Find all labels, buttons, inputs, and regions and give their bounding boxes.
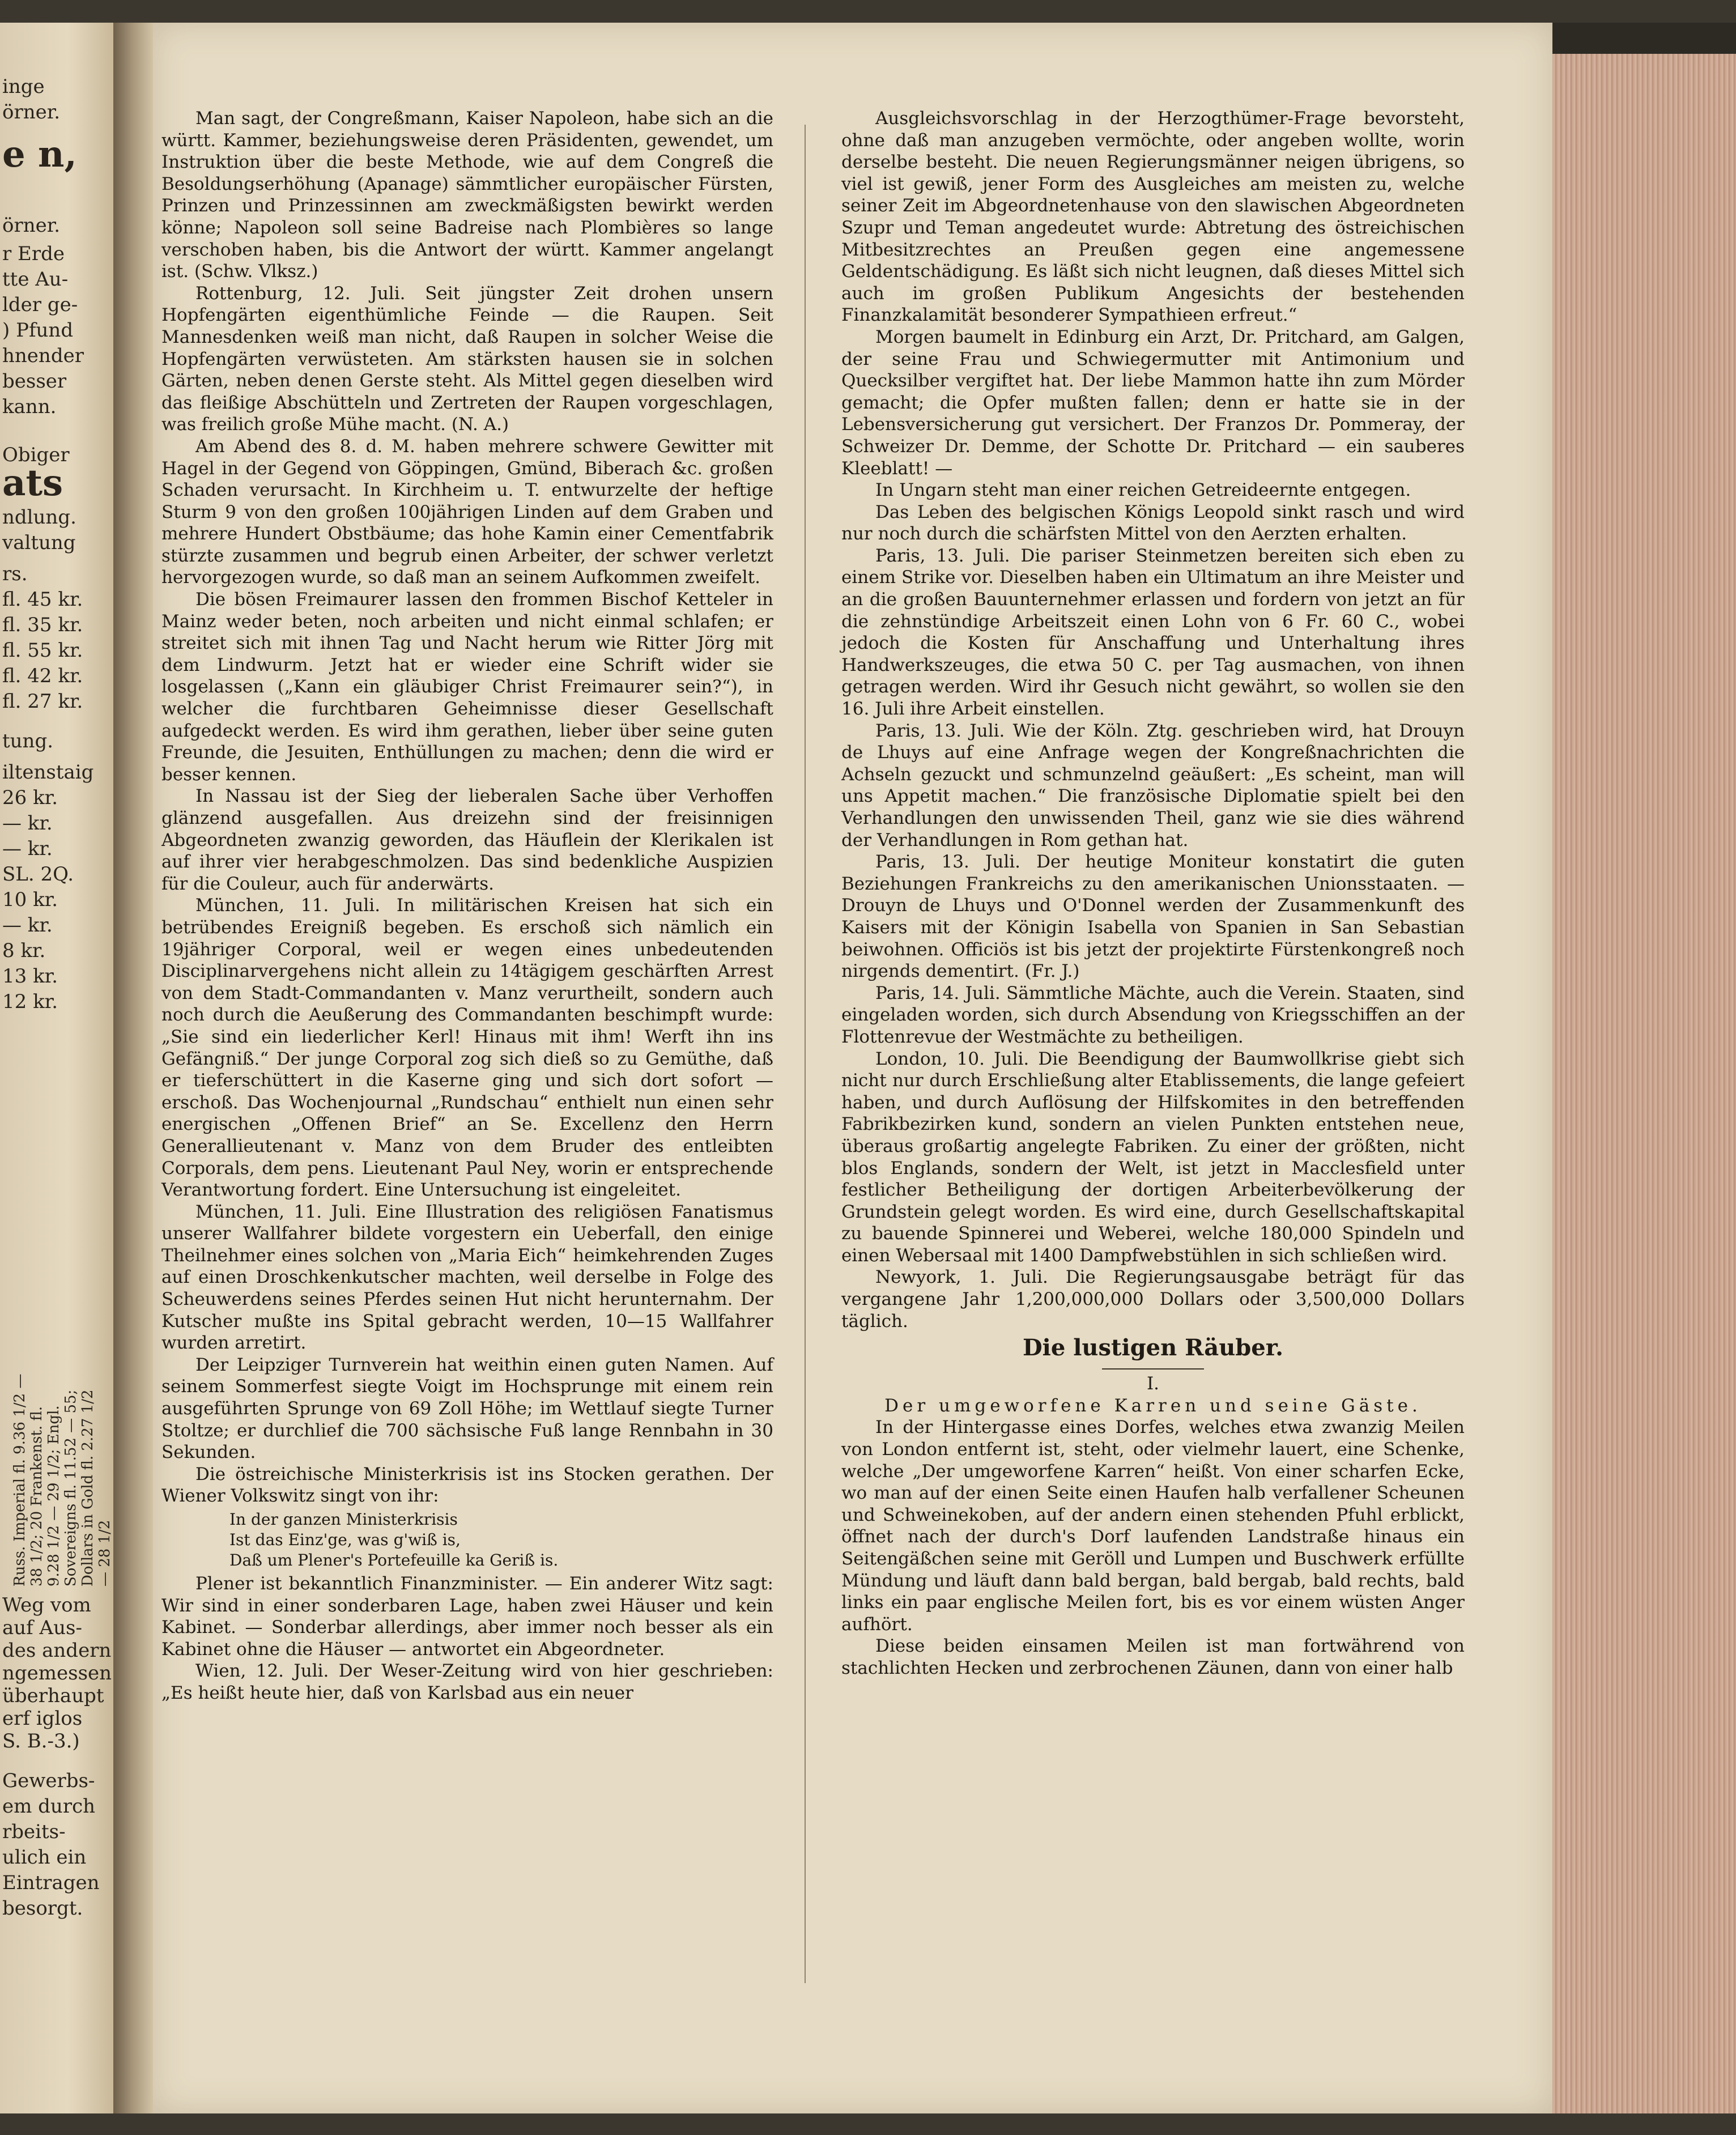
left-fragment: örner.: [2, 214, 61, 237]
left-fragment: erf iglos: [2, 1707, 83, 1730]
left-fragment: besorgt.: [2, 1897, 83, 1920]
left-fragment: valtung: [2, 531, 76, 554]
left-fragment: ngemessen: [2, 1662, 112, 1685]
article-paragraph: Rottenburg, 12. Juli. Seit jüngster Zeit drohen unsern Hopfengärten eigenthümliche Feinde — die Raupen. Seit Mannesdenken weiß man nicht, daß Raupen in solcher Weise die Hopfengärten verwüsteten. Am stärksten hausen sie in solchen Gärten, neben denen Gerste steht. Als Mittel gegen dieselben wird das fleißige Abschütteln und Zertreten der Raupen vorgeschlagen, was freilich große Mühe macht. (N. A.): [161, 283, 773, 435]
left-fragment: überhaupt: [2, 1685, 104, 1707]
left-fragment: 26 kr.: [2, 786, 58, 809]
left-fragment: Gewerbs-: [2, 1770, 95, 1792]
left-fragment: fl. 42 kr.: [2, 665, 83, 687]
book-gutter: [113, 23, 153, 2113]
left-rotated-exchange-rates: Russ. Imperial fl. 9.36 1/2 — 38 1/2; 20 Frankenst. fl. 9.28 1/2 — 29 1/2; Engl. Sovereigns fl. 11.52 — 55; Dollars in Gold fl. 2.27 1/2 — 28 1/2: [11, 1373, 113, 1587]
left-fragment: kann.: [2, 395, 57, 418]
article-paragraph: Paris, 13. Juli. Die pariser Steinmetzen bereiten sich eben zu einem Strike vor. Dieselben haben ein Ultimatum an ihre Meister und an die großen Bauunternehmer erlassen und fordern von jetzt an für die zehnstündige Arbeitszeit einen Lohn von 6 Fr. 60 C., wobei jedoch die Kosten für Anschaffung und Unterhaltung ihres Handwerkszeuges, die etwa 50 C. per Tag ausmachen, von ihnen getragen werden. Wird ihr Gesuch nicht gewährt, so wollen sie den 16. Juli ihre Arbeit einstellen.: [841, 545, 1465, 720]
left-fragment: — kr.: [2, 837, 53, 860]
verse-line: In der ganzen Ministerkrisis: [229, 1510, 458, 1529]
left-fragment: ats: [2, 462, 63, 504]
left-fragment: lder ge-: [2, 294, 78, 316]
article-paragraph: In Nassau ist der Sieg der lieberalen Sache über Verhoffen glänzend ausgefallen. Aus dreizehn sind der freisinnigen Abgeordneten zwanzig geworden, das Häuflein der Klerikalen ist auf ihrer vier herabgeschmolzen. Das sind bedenkliche Auspizien für die Couleur, auch für anderwärts.: [161, 786, 773, 894]
left-fragment: ) Pfund: [2, 319, 74, 342]
article-paragraph: Newyork, 1. Juli. Die Regierungsausgabe beträgt für das vergangene Jahr 1,200,000,000 Dollars oder 3,500,000 Dollars täglich.: [841, 1267, 1465, 1332]
page-block-edges: [1552, 54, 1736, 2113]
right-column: [841, 108, 1465, 1679]
article-paragraph: Paris, 13. Juli. Wie der Köln. Ztg. geschrieben wird, hat Drouyn de Lhuys auf eine Anfrage wegen der Kongreßnachrichten die Achseln gezuckt und schmunzelnd geäußert: „Es scheint, man will uns Appetit machen.“ Die französische Diplomatie spielt bei den Verhandlungen den unwissenden Theil, ganz wie sie dies während der Verhandlungen in Rom gethan hat.: [841, 720, 1465, 850]
left-fragment: fl. 35 kr.: [2, 614, 83, 636]
left-fragment: rbeits-: [2, 1821, 66, 1843]
left-fragment: fl. 45 kr.: [2, 588, 83, 611]
story-chapter-number: I.: [1146, 1373, 1160, 1394]
article-paragraph: Ausgleichsvorschlag in der Herzogthümer-Frage bevorsteht, ohne daß man anzugeben vermöchte, oder angeben wollte, worin derselbe besteht. Die neuen Regierungsmänner neigen übrigens, so viel ist gewiß, jener Form des Ausgleiches am meisten zu, welche seiner Zeit im Abgeordnetenhause von den slawischen Abgeordneten Szupr und Teman angedeutet wurde: Abtretung des östreichischen Mitbesitzrechtes an Preußen gegen eine angemessene Geldentschädigung. Es läßt sich nicht leugnen, daß dieses Mittel sich auch im großen Publikum Angesichts der bestehenden Finanzkalamität besonderer Sympathieen erfreut.“: [841, 108, 1465, 326]
left-fragment: des andern: [2, 1639, 112, 1662]
left-fragment: — kr.: [2, 914, 53, 937]
left-fragment: SL. 2Q.: [2, 863, 74, 886]
column-divider: [805, 125, 806, 1983]
left-fragment: r Erde: [2, 243, 65, 265]
left-fragment: hnender: [2, 345, 84, 367]
article-paragraph: Die östreichische Ministerkrisis ist ins Stocken gerathen. Der Wiener Volkswitz singt von ihr:: [161, 1464, 773, 1507]
article-paragraph: Das Leben des belgischen Königs Leopold sinkt rasch und wird nur noch durch die schärfsten Mittel von den Aerzten erhalten.: [841, 501, 1465, 545]
article-paragraph: Die bösen Freimaurer lassen den frommen Bischof Ketteler in Mainz weder beten, noch arbeiten und nicht einmal schlafen; er streitet sich mit ihnen Tag und Nacht herum wie Ritter Jörg mit dem Lindwurm. Jetzt hat er wieder eine Schrift wider sie losgelassen („Kann ein gläubiger Christ Freimaurer sein?“), in welcher die furchtbaren Geheimnisse dieser Gesellschaft aufgedeckt werden. Es wird ihm gerathen, lieber über seine guten Freunde, die Jesuiten, Enthüllungen zu machen; denn die wird er besser kennen.: [161, 589, 773, 785]
left-fragment: iltenstaig: [2, 761, 94, 784]
poem-verse: [229, 1509, 773, 1571]
article-paragraph: Paris, 13. Juli. Der heutige Moniteur konstatirt die guten Beziehungen Frankreichs zu den amerikanischen Unionsstaaten. — Drouyn de Lhuys und O'Donnel werden der Zusammenkunft des Kaisers mit der Königin Isabella von Spanien in San Sebastian beiwohnen. Officiös ist bis jetzt der projektirte Fürstenkongreß noch nirgends dementirt. (Fr. J.): [841, 852, 1465, 982]
story-title: Die lustigen Räuber.: [1022, 1334, 1284, 1362]
left-fragment: fl. 27 kr.: [2, 690, 83, 713]
left-fragment: em durch: [2, 1795, 96, 1818]
article-paragraph: München, 11. Juli. In militärischen Kreisen hat sich ein betrübendes Ereigniß begeben. Es erschoß sich nämlich ein 19jähriger Corporal, weil er wegen eines unbedeutenden Disciplinarvergehens nicht allein zu 14tägigem geschärften Arrest von dem Stadt-Commandanten v. Manz verurtheilt, sondern auch noch durch die Aeußerung des Commandanten beschimpft wurde: „Sie sind ein liederlicher Kerl! Hinaus mit ihm! Werft ihn ins Gefängniß.“ Der junge Corporal zog sich dieß so zu Gemüthe, daß er tieferschüttert in die Kaserne ging und sich dort sofort — erschoß. Das Wochenjournal „Rundschau“ enthielt nun einen sehr energischen „Offenen Brief“ an Se. Excellenz den Herrn Generallieutenant v. Manz von dem Bruder des entleibten Corporals, dem pens. Lieutenant Paul Ney, worin er entsprechende Verantwortung fordert. Eine Untersuchung ist eingeleitet.: [161, 895, 773, 1201]
left-fragment: auf Aus-: [2, 1617, 82, 1639]
left-fragment: fl. 55 kr.: [2, 639, 83, 662]
left-fragment: ulich ein: [2, 1846, 87, 1869]
article-paragraph: Paris, 14. Juli. Sämmtliche Mächte, auch die Verein. Staaten, sind eingeladen worden, sich durch Absendung von Kriegsschiffen an der Flottenrevue der Westmächte zu betheiligen.: [841, 983, 1465, 1047]
book-cover-edge: [1552, 23, 1736, 54]
left-fragment: — kr.: [2, 812, 53, 835]
article-paragraph: Man sagt, der Congreßmann, Kaiser Napoleon, habe sich an die württ. Kammer, beziehungsweise deren Präsidenten, gewendet, um Instruktion über die beste Methode, wie auf dem Congreß die Besoldungserhöhung (Apanage) sämmtlicher europäischer Fürsten, Prinzen und Prinzessinnen am zweckmäßigsten bewirkt werden könne; Napoleon soll seine Badreise nach Plombières so lange verschoben haben, bis die Antwort der württ. Kammer angelangt ist. (Schw. Vlksz.): [161, 108, 773, 282]
article-paragraph: Wien, 12. Juli. Der Weser-Zeitung wird von hier geschrieben: „Es heißt heute hier, daß von Karlsbad aus ein neuer: [161, 1661, 773, 1703]
left-fragment: S. B.-3.): [2, 1730, 80, 1753]
article-paragraph: London, 10. Juli. Die Beendigung der Baumwollkrise giebt sich nicht nur durch Erschließung alter Etablissements, die lange gefeiert haben, und durch Auflösung der Hilfskomites in den betreffenden Fabrikbezirken kund, sondern an vielen Punkten entstehen neue, überaus großartig angelegte Fabriken. Zu einer der größten, nicht blos Englands, sondern der Welt, ist jetzt in Macclesfield unter festlicher Betheiligung der dortigen Arbeiterbevölkerung der Grundstein gelegt worden. Es wird eine, durch Gesellschaftskapital zu bauende Spinnerei und Weberei, welche 180,000 Spindeln und einen Webersaal mit 1400 Dampfwebstühlen in sich schließen wird.: [841, 1048, 1465, 1266]
left-fragment: Eintragen: [2, 1872, 100, 1894]
left-fragment: e n,: [2, 133, 77, 176]
left-fragment: 8 kr.: [2, 939, 46, 962]
left-fragment: örner.: [2, 101, 61, 124]
article-paragraph: Der Leipziger Turnverein hat weithin einen guten Namen. Auf seinem Sommerfest siegte Voigt im Hochsprunge mit einem rein ausgeführten Sprunge von 69 Zoll Höhe; im Wettlauf siegte Turner Stoltze; er durchlief die 700 sächsische Fuß lange Rennbahn in 30 Sekunden.: [161, 1354, 773, 1463]
left-fragment: ndlung.: [2, 506, 76, 529]
left-fragment: Weg vom: [2, 1594, 91, 1617]
left-fragment: tte Au-: [2, 268, 69, 291]
article-paragraph: Plener ist bekanntlich Finanzminister. — Ein anderer Witz sagt: Wir sind in einer sonderbaren Lage, haben zwei Häuser und kein Kabinet. — Sonderbar allerdings, aber immer noch besser als ein Kabinet ohne die Häuser — antwortet ein Abgeordneter.: [161, 1573, 773, 1660]
article-paragraph: Morgen baumelt in Edinburg ein Arzt, Dr. Pritchard, am Galgen, der seine Frau und Schwiegermutter mit Antimonium und Quecksilber vergiftet hat. Der liebe Mammon hatte ihn zum Mörder gemacht; die Opfer mußten fallen; denn er hatte sie in der Lebensversicherung gut versichert. Der Franzos Dr. Pommeray, der Schweizer Dr. Demme, der Schotte Dr. Pritchard — ein sauberes Kleeblatt! —: [841, 326, 1465, 479]
left-fragment: tung.: [2, 730, 54, 752]
verse-line: Daß um Plener's Portefeuille ka Geriß is.: [229, 1551, 559, 1570]
left-fragment: 12 kr.: [2, 990, 58, 1013]
left-fragment: rs.: [2, 563, 28, 585]
story-paragraph: Diese beiden einsamen Meilen ist man fortwährend von stachlichten Hecken und zerbrochenen Zäunen, dann von einer halb: [841, 1636, 1465, 1678]
left-fragment: 13 kr.: [2, 965, 58, 988]
article-paragraph: München, 11. Juli. Eine Illustration des religiösen Fanatismus unserer Wallfahrer bildete vorgestern ein Ueberfall, den einige Theilnehmer eines solchen von „Maria Eich“ heimkehrenden Zuges auf einen Droschkenkutscher machten, weil derselbe in Folge des Scheuwerdens seines Pferdes seinen Hut nicht herunternahm. Der Kutscher mußte ins Spital gebracht werden, 10—15 Wallfahrer wurden arretirt.: [161, 1201, 773, 1354]
left-column: [161, 108, 773, 1704]
left-fragment: besser: [2, 370, 67, 393]
left-adjacent-page: [0, 23, 113, 2113]
left-fragment: Obiger: [2, 444, 70, 466]
verse-line: Ist das Einz'ge, was g'wiß is,: [229, 1530, 461, 1549]
story-rule: [1102, 1368, 1204, 1370]
article-paragraph: Am Abend des 8. d. M. haben mehrere schwere Gewitter mit Hagel in der Gegend von Göppingen, Gmünd, Biberach &c. großen Schaden verursacht. In Kirchheim u. T. entwurzelte der heftige Sturm 9 von den großen 100jährigen Linden auf dem Graben und mehrere Hundert Obstbäume; das hohe Kamin einer Cementfabrik stürzte zusammen und begrub einen Arbeiter, der schwer verletzt hervorgezogen wurde, so daß man an seinem Aufkommen zweifelt.: [161, 436, 773, 588]
story-subtitle: Der umgeworfene Karren und seine Gäste.: [884, 1395, 1422, 1416]
left-fragment: inge: [2, 75, 45, 98]
story-paragraph: In der Hintergasse eines Dorfes, welches etwa zwanzig Meilen von London entfernt ist, steht, oder vielmehr lauert, eine Schenke, welche „Der umgeworfene Karren“ heißt. Von einer scharfen Ecke, wo man auf der einen Seite einen Haufen halb verfallener Scheunen und Schweinekoben, auf der andern einen stehenden Pfuhl erblickt, öffnet nach der durch's Dorf laufenden Landstraße hinaus ein Seitengäßchen seine mit Geröll und Lumpen und Buschwerk erfüllte Mündung und läuft dann bald bergan, bald bergab, bald rechts, bald links ein paar englische Meilen fort, bis es vor einem wüsten Anger aufhört.: [841, 1417, 1465, 1635]
article-paragraph: In Ungarn steht man einer reichen Getreideernte entgegen.: [875, 480, 1411, 501]
left-fragment: 10 kr.: [2, 888, 58, 911]
